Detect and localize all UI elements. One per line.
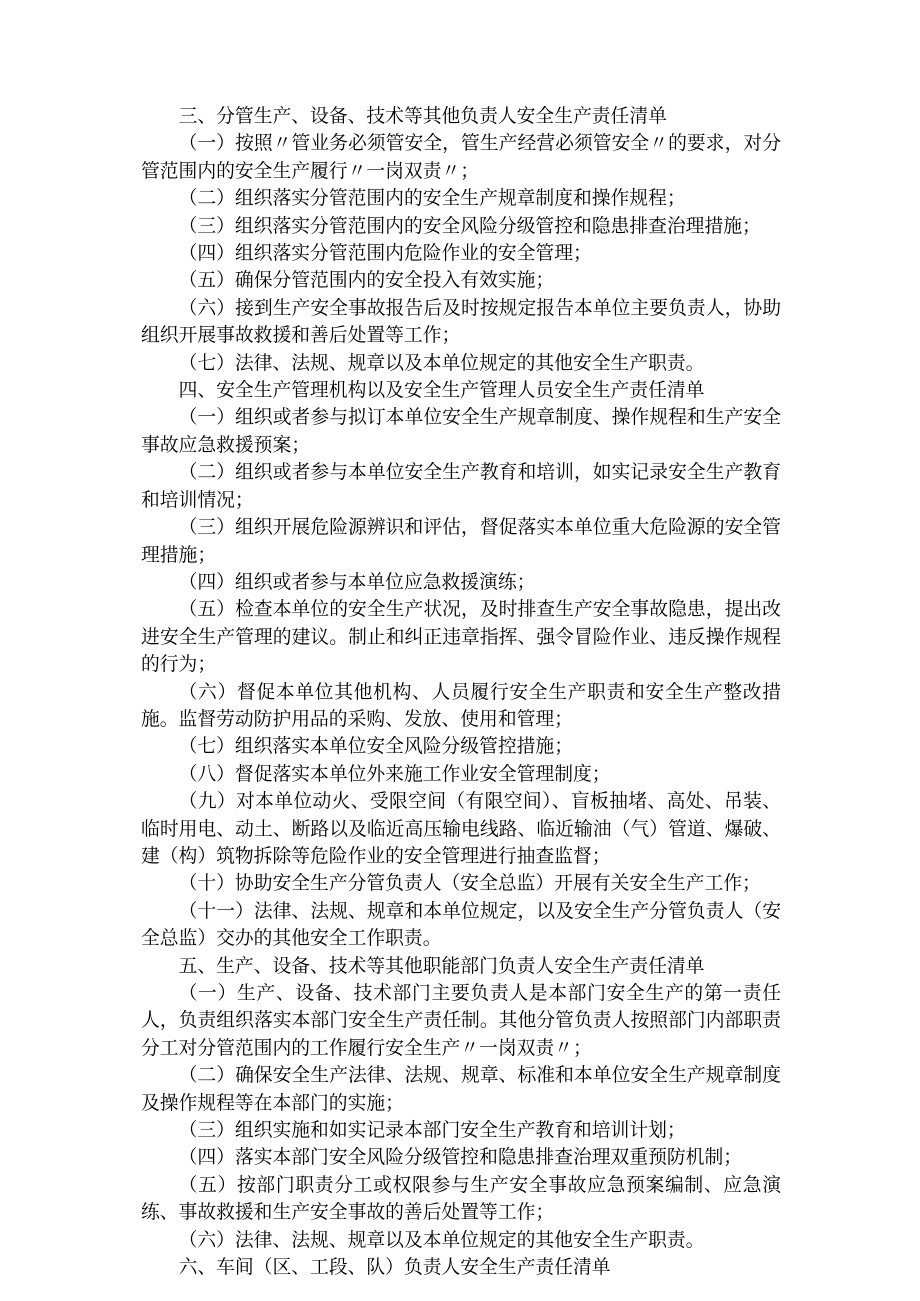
- section-3-item-5: （五）确保分管范围内的安全投入有效实施；: [178, 270, 555, 292]
- section-5-item-6: （六）法律、法规、规章以及本单位规定的其他安全生产职责。: [178, 1229, 705, 1251]
- section-3-item-2: （二）组织落实分管范围内的安全生产规章制度和操作规程；: [178, 188, 686, 210]
- section-3-item-1: （一）按照〃管业务必须管安全，管生产经营必须管安全〃的要求，对分管范围内的安全生产履行〃一岗双责〃；: [141, 133, 781, 182]
- section-4-item-11: （十一）法律、法规、规章和本单位规定，以及安全生产分管负责人（安全总监）交办的其他安全工作职责。: [141, 900, 781, 950]
- section-4-item-6: （六）督促本单位其他机构、人员履行安全生产职责和安全生产整改措施。监督劳动防护用品的采购、发放、使用和管理；: [141, 681, 781, 730]
- section-3-item-6: （六）接到生产安全事故报告后及时按规定报告本单位主要负责人，协助组织开展事故救援和善后处置等工作；: [141, 297, 781, 347]
- section-4-item-4: （四）组织或者参与本单位应急救援演练；: [178, 571, 536, 593]
- section-4-item-7: （七）组织落实本单位安全风险分级管控措施；: [178, 736, 573, 758]
- section-3-item-4: （四）组织落实分管范围内危险作业的安全管理；: [178, 243, 592, 265]
- section-5-item-5: （五）按部门职责分工或权限参与生产安全事故应急预案编制、应急演练、事故救援和生产安全事故的善后处置等工作；: [141, 1174, 781, 1224]
- section-4-item-10: （十）协助安全生产分管负责人（安全总监）开展有关安全生产工作；: [178, 873, 761, 895]
- section-3-heading: 三、分管生产、设备、技术等其他负责人安全生产责任清单: [178, 106, 667, 127]
- document-page: [141, 103, 781, 1281]
- section-4-item-8: （八）督促落实本单位外来施工作业安全管理制度；: [178, 763, 611, 785]
- section-5-item-3: （三）组织实施和如实记录本部门安全生产教育和培训计划；: [178, 1120, 686, 1142]
- section-4-item-5: （五）检查本单位的安全生产状况，及时排查生产安全事故隐患，提出改进安全生产管理的建议。制止和纠正违章指挥、强令冒险作业、违反操作规程的行为；: [141, 599, 781, 676]
- section-5-item-2: （二）确保安全生产法律、法规、规章、标准和本单位安全生产规章制度及操作规程等在本部门的实施；: [141, 1065, 781, 1114]
- section-4-item-2: （二）组织或者参与本单位安全生产教育和培训，如实记录安全生产教育和培训情况；: [141, 462, 781, 511]
- section-3-item-3: （三）组织落实分管范围内的安全风险分级管控和隐患排查治理措施；: [178, 215, 761, 237]
- section-5-item-4: （四）落实本部门安全风险分级管控和隐患排查治理双重预防机制；: [178, 1147, 743, 1169]
- section-3-item-7: （七）法律、法规、规章以及本单位规定的其他安全生产职责。: [178, 352, 705, 374]
- section-4-item-3: （三）组织开展危险源辨识和评估，督促落实本单位重大危险源的安全管理措施；: [141, 517, 781, 566]
- section-4-heading: 四、安全生产管理机构以及安全生产管理人员安全生产责任清单: [178, 380, 705, 402]
- section-4-item-9: （九）对本单位动火、受限空间（有限空间）、盲板抽堵、高处、吊装、临时用电、动土、断路以及临近高压输电线路、临近输油（气）管道、爆破、建（构）筑物拆除等危险作业的安全管理进行抽查监督；: [141, 791, 781, 867]
- section-5-heading: 五、生产、设备、技术等其他职能部门负责人安全生产责任清单: [178, 955, 705, 977]
- section-5-item-1: （一）生产、设备、技术部门主要负责人是本部门安全生产的第一责任人，负责组织落实本部门安全生产责任制。其他分管负责人按照部门内部职责分工对分管范围内的工作履行安全生产〃一岗双责〃；: [141, 983, 781, 1059]
- section-4-item-1: （一）组织或者参与拟订本单位安全生产规章制度、操作规程和生产安全事故应急救援预案；: [141, 407, 781, 456]
- section-6-heading: 六、车间（区、工段、队）负责人安全生产责任清单: [178, 1257, 611, 1279]
